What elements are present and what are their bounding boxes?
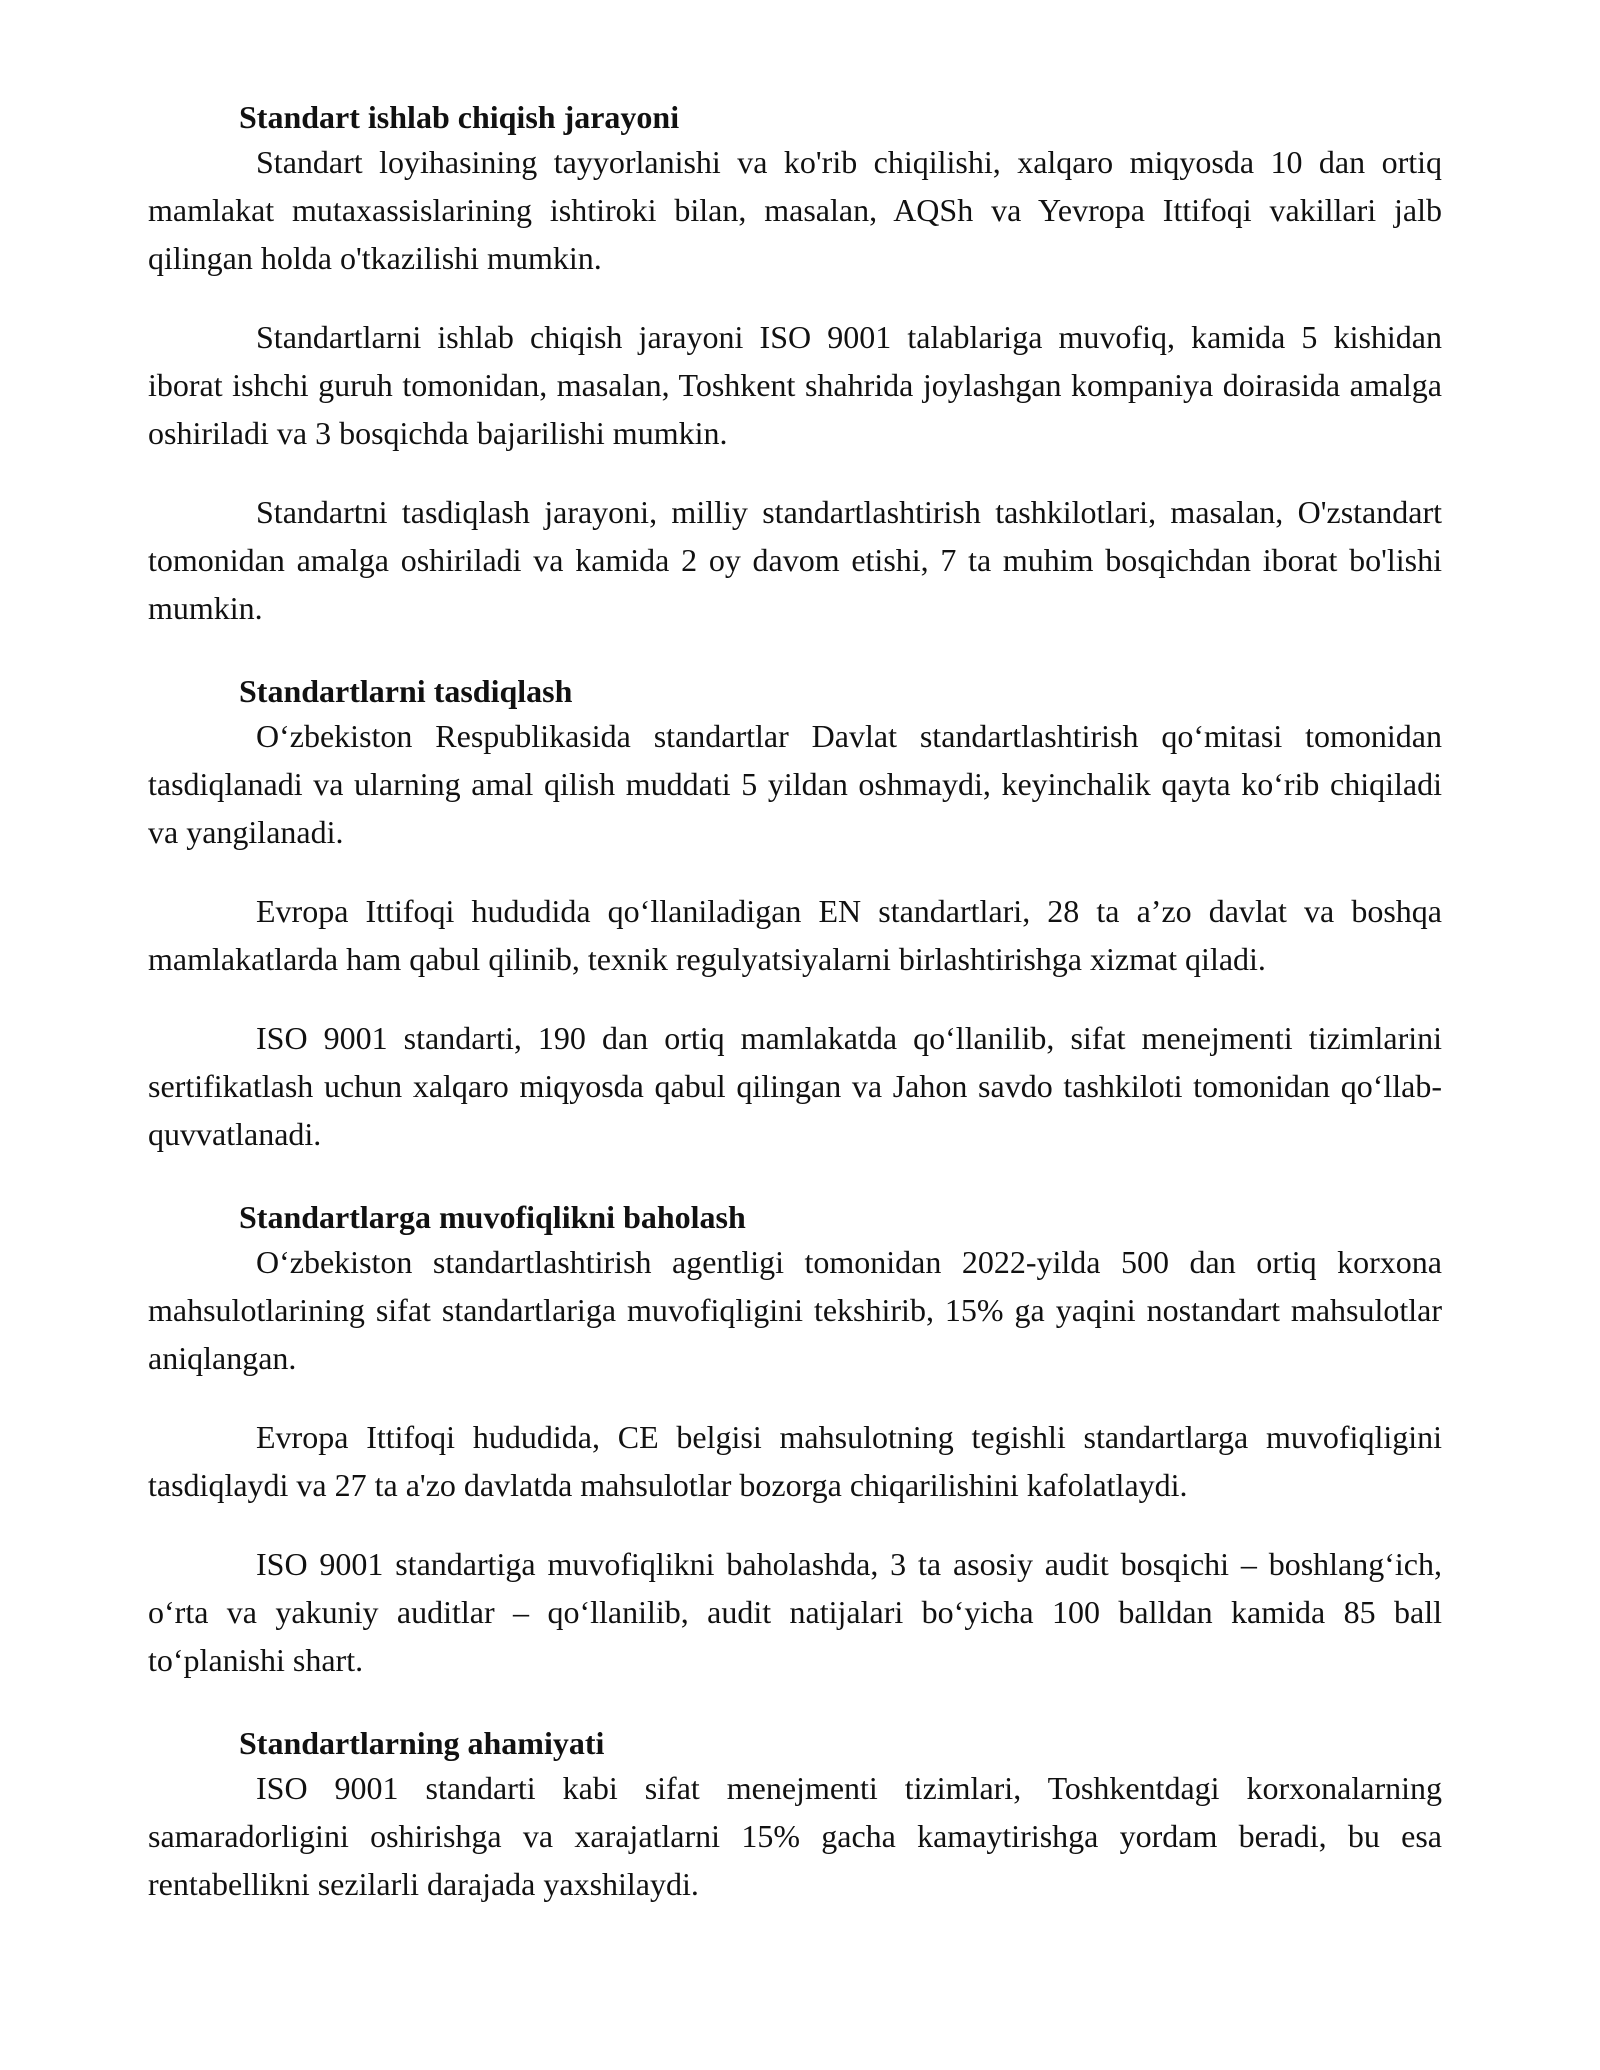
section-heading: Standartlarga muvofiqlikni baholash: [239, 1199, 746, 1235]
section-development-process: [148, 96, 1442, 632]
paragraph: ISO 9001 standarti, 190 dan ortiq mamlakatda qo‘llanilib, sifat menejmenti tizimlarini sertifikatlash uchun xalqaro miqyosda qabul qilingan va Jahon savdo tashkiloti tomonidan qo‘llab-quvvatlanadi.: [148, 1020, 1442, 1152]
section-heading: Standart ishlab chiqish jarayoni: [239, 99, 680, 135]
paragraph: Evropa Ittifoqi hududida qo‘llaniladigan EN standartlari, 28 ta a’zo davlat va boshqa mamlakatlarda ham qabul qilinib, texnik regulyatsiyalarni birlashtirishga xizmat qiladi.: [148, 893, 1442, 977]
paragraph: Standartni tasdiqlash jarayoni, milliy standartlashtirish tashkilotlari, masalan, O'zstandart tomonidan amalga oshiriladi va kamida 2 oy davom etishi, 7 ta muhim bosqichdan iborat bo'lishi mumkin.: [148, 494, 1442, 626]
paragraph: Evropa Ittifoqi hududida, CE belgisi mahsulotning tegishli standartlarga muvofiqligini tasdiqlaydi va 27 ta a'zo davlatda mahsulotlar bozorga chiqarilishini kafolatlaydi.: [148, 1419, 1442, 1503]
section-heading: Standartlarni tasdiqlash: [239, 673, 573, 709]
paragraph: O‘zbekiston standartlashtirish agentligi tomonidan 2022-yilda 500 dan ortiq korxona mahsulotlarining sifat standartlariga muvofiqligini tekshirib, 15% ga yaqini nostandart mahsulotlar aniqlangan.: [148, 1244, 1442, 1376]
section-approval: [148, 670, 1442, 1158]
section-importance: [148, 1722, 1442, 1908]
paragraph: ISO 9001 standartiga muvofiqlikni baholashda, 3 ta asosiy audit bosqichi – boshlang‘ich, o‘rta va yakuniy auditlar – qo‘llanilib, audit natijalari bo‘yicha 100 balldan kamida 85 ball to‘planishi shart.: [148, 1546, 1442, 1678]
document-page: [148, 96, 1442, 1908]
paragraph: Standartlarni ishlab chiqish jarayoni ISO 9001 talablariga muvofiq, kamida 5 kishidan iborat ishchi guruh tomonidan, masalan, Toshkent shahrida joylashgan kompaniya doirasida amalga oshiriladi va 3 bosqichda bajarilishi mumkin.: [148, 319, 1442, 451]
paragraph: O‘zbekiston Respublikasida standartlar Davlat standartlashtirish qo‘mitasi tomonidan tasdiqlanadi va ularning amal qilish muddati 5 yildan oshmaydi, keyinchalik qayta ko‘rib chiqiladi va yangilanadi.: [148, 718, 1442, 850]
paragraph: ISO 9001 standarti kabi sifat menejmenti tizimlari, Toshkentdagi korxonalarning samaradorligini oshirishga va xarajatlarni 15% gacha kamaytirishga yordam beradi, bu esa rentabellikni sezilarli darajada yaxshilaydi.: [148, 1770, 1442, 1902]
section-heading: Standartlarning ahamiyati: [239, 1725, 605, 1761]
section-conformity-assessment: [148, 1196, 1442, 1684]
paragraph: Standart loyihasining tayyorlanishi va ko'rib chiqilishi, xalqaro miqyosda 10 dan ortiq mamlakat mutaxassislarining ishtiroki bilan, masalan, AQSh va Yevropa Ittifoqi vakillari jalb qilingan holda o'tkazilishi mumkin.: [148, 144, 1442, 276]
